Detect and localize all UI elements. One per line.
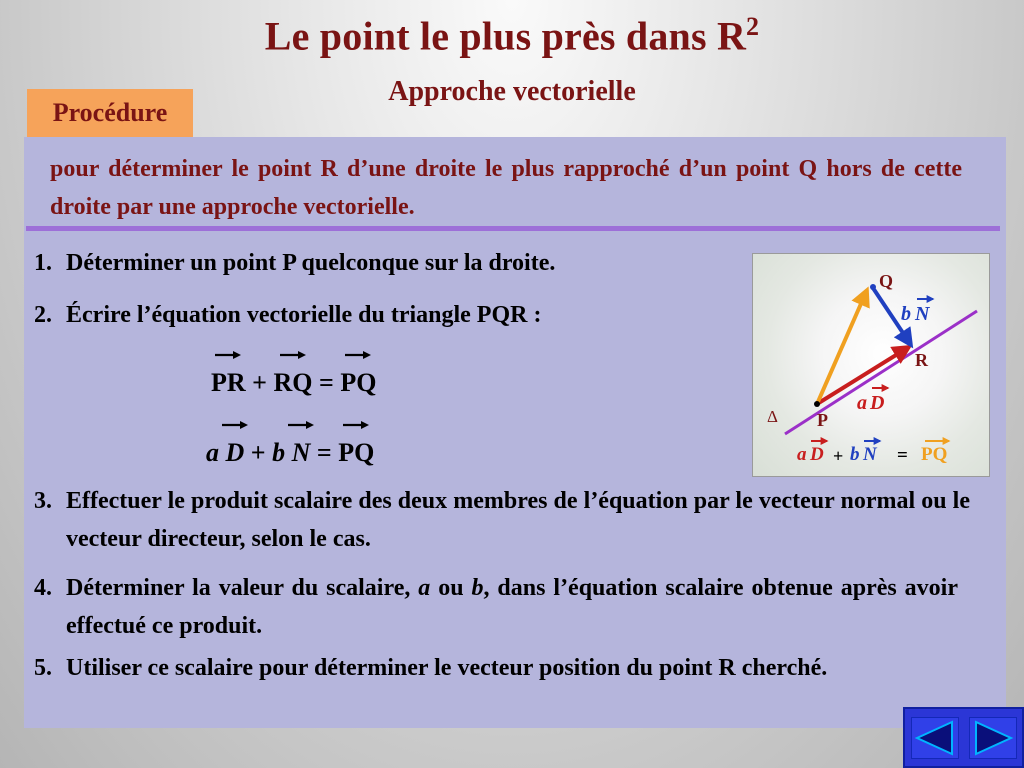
scalar-a: a xyxy=(206,438,219,467)
ad-scalar-label: a xyxy=(857,392,867,414)
point-p-label: P xyxy=(817,410,828,430)
vector-arrow-icon xyxy=(287,420,315,430)
bn-vector-label: N xyxy=(915,303,930,325)
vector-arrow-icon xyxy=(214,350,242,360)
equals-sign: = xyxy=(310,438,339,467)
vector-diagram xyxy=(752,253,990,477)
vector-rq xyxy=(274,368,313,398)
line-delta xyxy=(785,311,977,434)
vector-equation-2 xyxy=(206,438,374,468)
step-text: Utiliser ce scalaire pour déterminer le vecteur position du point R cherché. xyxy=(66,655,828,681)
triangle-left-icon xyxy=(912,718,958,758)
intro-text: pour déterminer le point R d’une droite le plus rapproché d’un point Q hors de cette droite par une approche vectorielle. xyxy=(50,156,962,220)
title-text: Le point le plus près dans R xyxy=(264,13,747,59)
triangle-right-icon xyxy=(970,718,1016,758)
vector-arrow-icon xyxy=(344,350,372,360)
step-text: Effectuer le produit scalaire des deux membres de l’équation par le vecteur normal ou le vecteur directeur, selon le cas. xyxy=(66,488,970,552)
step-1 xyxy=(34,244,734,282)
plus-sign: + xyxy=(244,438,273,467)
vector-diagram-svg xyxy=(753,254,989,476)
vector-d xyxy=(226,438,245,468)
vector-label: PQ xyxy=(340,368,377,397)
point-q-label: Q xyxy=(879,271,894,291)
step-text xyxy=(34,569,958,645)
step-number: 4. xyxy=(34,575,52,601)
vector-pq xyxy=(340,368,376,398)
navigation-bar xyxy=(903,707,1024,768)
step-number: 3. xyxy=(34,488,52,514)
point-p-dot xyxy=(814,401,820,407)
step-text-part: , dans l’équation scalaire obtenue après avoir effectué ce produit. xyxy=(66,575,958,639)
step-number: 5. xyxy=(34,655,52,681)
step-number: 1. xyxy=(34,250,52,276)
plus-sign: + xyxy=(245,368,274,397)
scalar-b: b xyxy=(471,575,484,601)
step-text: Écrire l’équation vectorielle du triangle PQR : xyxy=(66,302,542,328)
equals-sign: = xyxy=(312,368,341,397)
step-text-part: ou xyxy=(430,575,472,601)
vector-pq xyxy=(338,438,374,468)
point-r-label: R xyxy=(915,350,928,370)
eq-n: N xyxy=(863,444,877,465)
vector-label: PQ xyxy=(338,438,375,467)
procedure-badge: Procédure xyxy=(27,89,193,137)
step-text-part: Déterminer la valeur du scalaire, xyxy=(66,575,419,601)
vector-arrow-icon xyxy=(342,420,370,430)
line-delta-label: Δ xyxy=(767,407,778,426)
eq-b: b xyxy=(850,444,860,465)
bn-scalar-label: b xyxy=(901,303,911,325)
step-text: Déterminer un point P quelconque sur la droite. xyxy=(66,250,556,276)
vector-label: PR xyxy=(211,368,246,397)
ad-vector-label: D xyxy=(870,392,885,414)
vector-n xyxy=(292,438,311,468)
vector-label: D xyxy=(225,438,245,467)
next-button[interactable] xyxy=(969,717,1017,759)
eq-d: D xyxy=(810,444,824,465)
vector-equation-1 xyxy=(211,368,376,398)
page-subtitle: Approche vectorielle xyxy=(388,76,636,107)
scalar-a: a xyxy=(418,575,431,601)
page-title xyxy=(0,12,1024,59)
step-number: 2. xyxy=(34,302,52,328)
title-superscript: 2 xyxy=(746,12,760,41)
vector-pr xyxy=(211,368,246,398)
eq-a: a xyxy=(797,444,807,465)
step-3 xyxy=(34,482,970,558)
scalar-b: b xyxy=(272,438,286,467)
vector-label: RQ xyxy=(273,368,313,397)
step-2 xyxy=(34,296,734,334)
eq-equals: = xyxy=(897,445,908,466)
step-5 xyxy=(34,649,958,687)
vector-arrow-icon xyxy=(221,420,249,430)
step-4 xyxy=(34,569,958,645)
divider xyxy=(26,226,1000,231)
previous-button[interactable] xyxy=(911,717,959,759)
vector-arrow-icon xyxy=(279,350,307,360)
eq-pq: PQ xyxy=(921,444,948,465)
eq-plus: + xyxy=(833,446,844,466)
point-q-dot xyxy=(870,284,876,290)
vector-label: N xyxy=(291,438,311,467)
